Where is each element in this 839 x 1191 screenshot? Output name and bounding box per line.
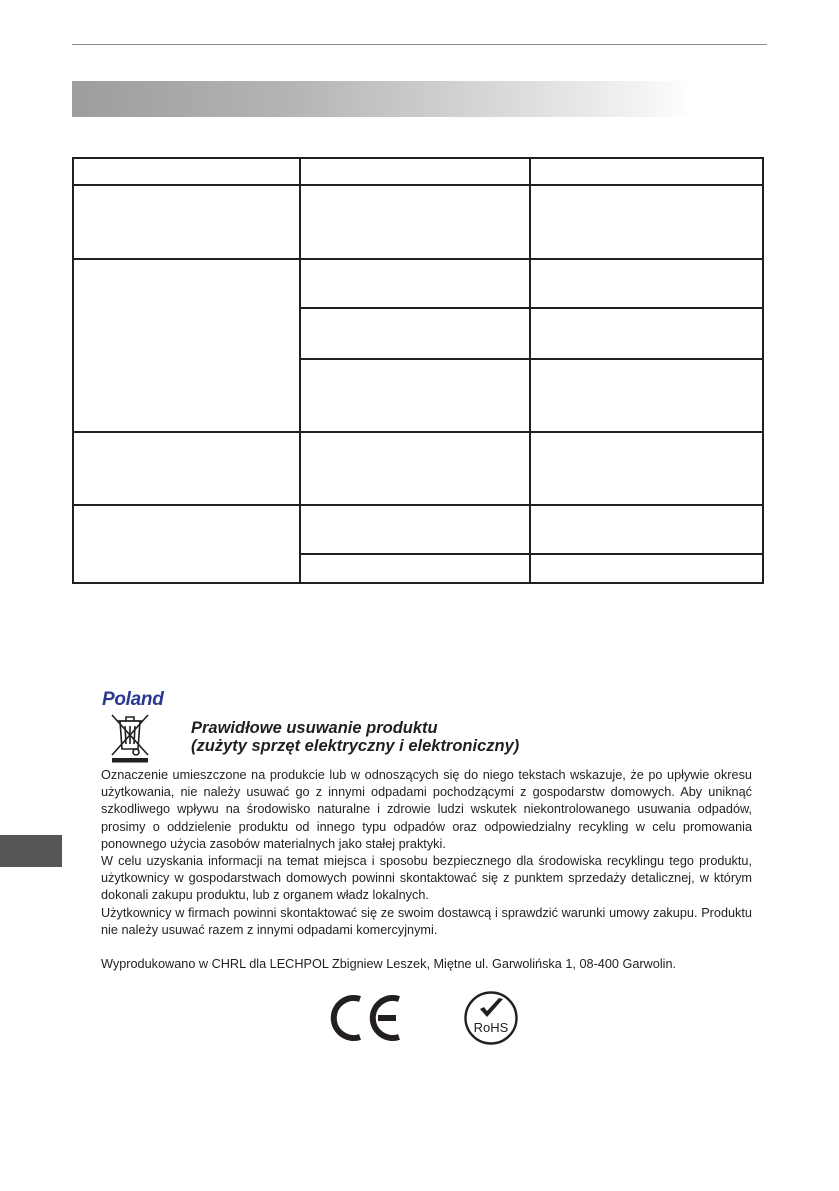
disposal-heading-line-2: (zużyty sprzęt elektryczny i elektroniczny): [191, 737, 520, 755]
disposal-paragraph-1: Oznaczenie umieszczone na produkcie lub w odnoszących się do niego tekstach wskazuje, że po upływie okresu użytkowania, nie należy usuwać go z innymi odpadami pochodzącymi z gospodarstw domowych. Aby uniknąć szkodliwego wpływu na środowisko naturalne i zdrowie ludzi wskutek niekontrolowanego usuwania odpadów, prosimy o oddzielenie produktu od innego typu odpadów oraz odpowiedzialny recykling w celu promowania ponownego użycia zasobów materialnych jako stałej praktyki.: [101, 768, 752, 851]
disposal-heading-line-1: Prawidłowe usuwanie produktu: [191, 719, 438, 737]
table-subrow-divider: [299, 307, 764, 309]
table-header-row-divider: [72, 184, 764, 186]
table-row-divider: [72, 258, 764, 260]
disposal-paragraph-3: Użytkownicy w firmach powinni skontaktować się ze swoim dostawcą i sprawdzić warunki umowy zakupu. Produktu nie należy usuwać razem z innymi odpadami komercyjnymi.: [101, 905, 752, 937]
rohs-mark-icon: [463, 990, 519, 1046]
disposal-paragraph-2: W celu uzyskania informacji na temat miejsca i sposobu bezpiecznego dla środowiska recyklingu tego produktu, użytkownicy w gospodarstwach domowych powinni skontaktować się z punktem sprzedaży detalicznej, w którym dokonali zakupu produktu, lub z organem władz lokalnych.: [101, 854, 752, 903]
table-subrow-divider: [299, 358, 764, 360]
disposal-heading: [191, 719, 519, 755]
table-column-divider-1: [299, 157, 301, 584]
table-border-right: [762, 157, 764, 584]
crossed-out-wheelie-bin-icon: [106, 711, 154, 763]
ce-mark-icon: [328, 993, 404, 1043]
table-subrow-divider: [299, 553, 764, 555]
country-label: Poland: [102, 689, 164, 710]
table-border-top: [72, 157, 764, 159]
table-border-bottom: [72, 582, 764, 584]
section-header-bar: [72, 81, 692, 117]
table-row-divider: [72, 431, 764, 433]
disposal-instructions: [101, 767, 752, 939]
manufacturer-info: Wyprodukowano w CHRL dla LECHPOL Zbigniew Leszek, Miętne ul. Garwolińska 1, 08-400 Garwolin.: [101, 957, 677, 971]
table-border-left: [72, 157, 74, 584]
spec-table: [72, 157, 764, 584]
rohs-label: RoHS: [473, 1020, 509, 1035]
language-side-tab: [0, 835, 62, 867]
table-column-divider-2: [529, 157, 531, 584]
top-rule: [72, 44, 767, 45]
table-row-divider: [72, 504, 764, 506]
